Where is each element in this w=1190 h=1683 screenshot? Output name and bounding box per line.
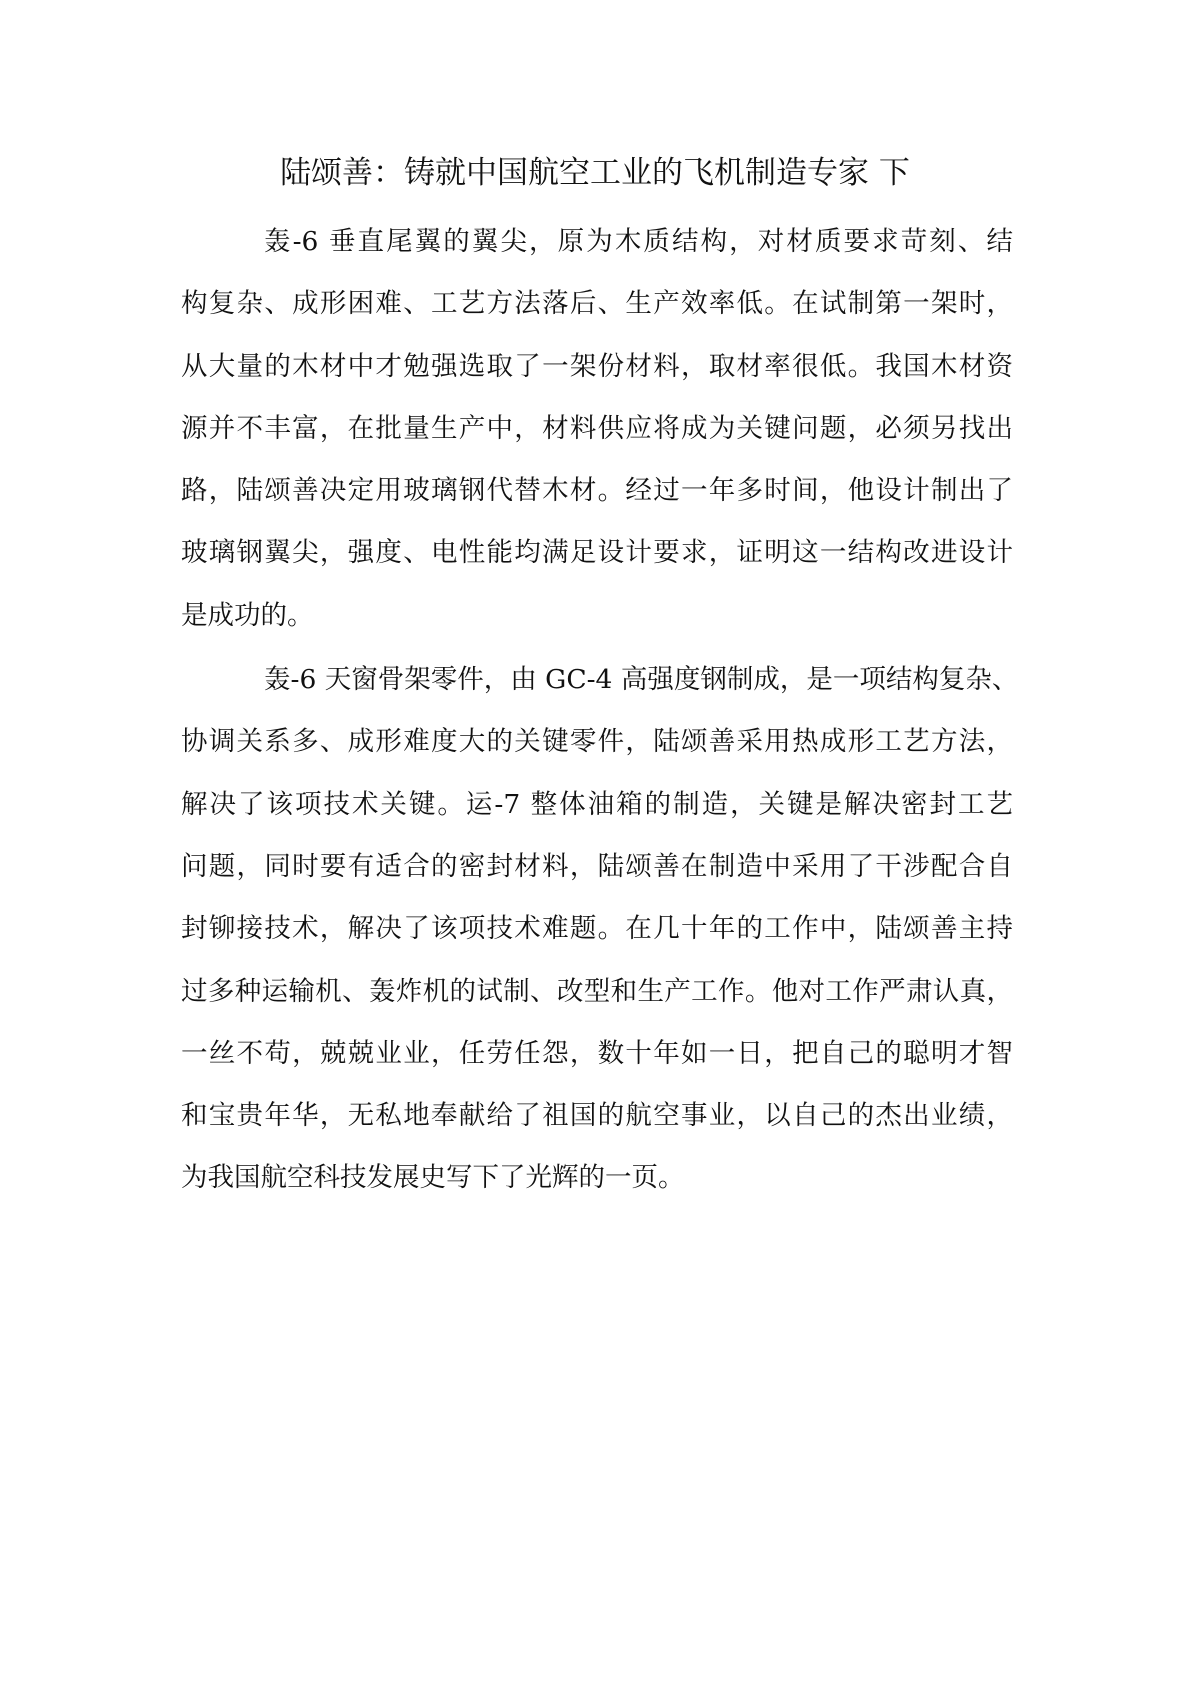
paragraph-line: 和宝贵年华，无私地奉献给了祖国的航空事业，以自己的杰出业绩，: [181, 1100, 1013, 1132]
paragraph-line: 封铆接技术，解决了该项技术难题。在几十年的工作中，陆颂善主持: [181, 913, 1013, 945]
paragraph-line: 问题，同时要有适合的密封材料，陆颂善在制造中采用了干涉配合自: [181, 850, 1013, 882]
paragraph-line: 解决了该项技术关键。运-7 整体油箱的制造，关键是解决密封工艺: [181, 788, 1013, 820]
paragraph-line: 一丝不苟，兢兢业业，任劳任怨，数十年如一日，把自己的聪明才智: [181, 1037, 1013, 1069]
paragraph-line: 构复杂、成形困难、工艺方法落后、生产效率低。在试制第一架时，: [181, 288, 1013, 320]
paragraph-line: 玻璃钢翼尖，强度、电性能均满足设计要求，证明这一结构改进设计: [181, 537, 1013, 569]
paragraph-line: 路，陆颂善决定用玻璃钢代替木材。经过一年多时间，他设计制出了: [181, 475, 1013, 507]
paragraph-line: 源并不丰富，在批量生产中，材料供应将成为关键问题，必须另找出: [181, 412, 1013, 444]
paragraph-line: 轰-6 天窗骨架零件，由 GC-4 高强度钢制成，是一项结构复杂、: [264, 664, 1019, 696]
paragraph-1: [181, 211, 1013, 647]
paragraph-line: 为我国航空科技发展史写下了光辉的一页。: [181, 1162, 685, 1194]
paragraph-line: 协调关系多、成形难度大的关键零件，陆颂善采用热成形工艺方法，: [181, 726, 1013, 758]
paragraph-line: 过多种运输机、轰炸机的试制、改型和生产工作。他对工作严肃认真，: [181, 975, 1013, 1007]
paragraph-line: 轰-6 垂直尾翼的翼尖，原为木质结构，对材质要求苛刻、结: [264, 226, 1013, 257]
document-body: [181, 211, 1019, 1212]
paragraph-line: 从大量的木材中才勉强选取了一架份材料，取材率很低。我国木材资: [181, 350, 1013, 382]
document-title: 陆颂善：铸就中国航空工业的飞机制造专家 下: [280, 155, 910, 191]
paragraph-2: [181, 649, 1019, 1210]
paragraph-line: 是成功的。: [181, 599, 314, 631]
